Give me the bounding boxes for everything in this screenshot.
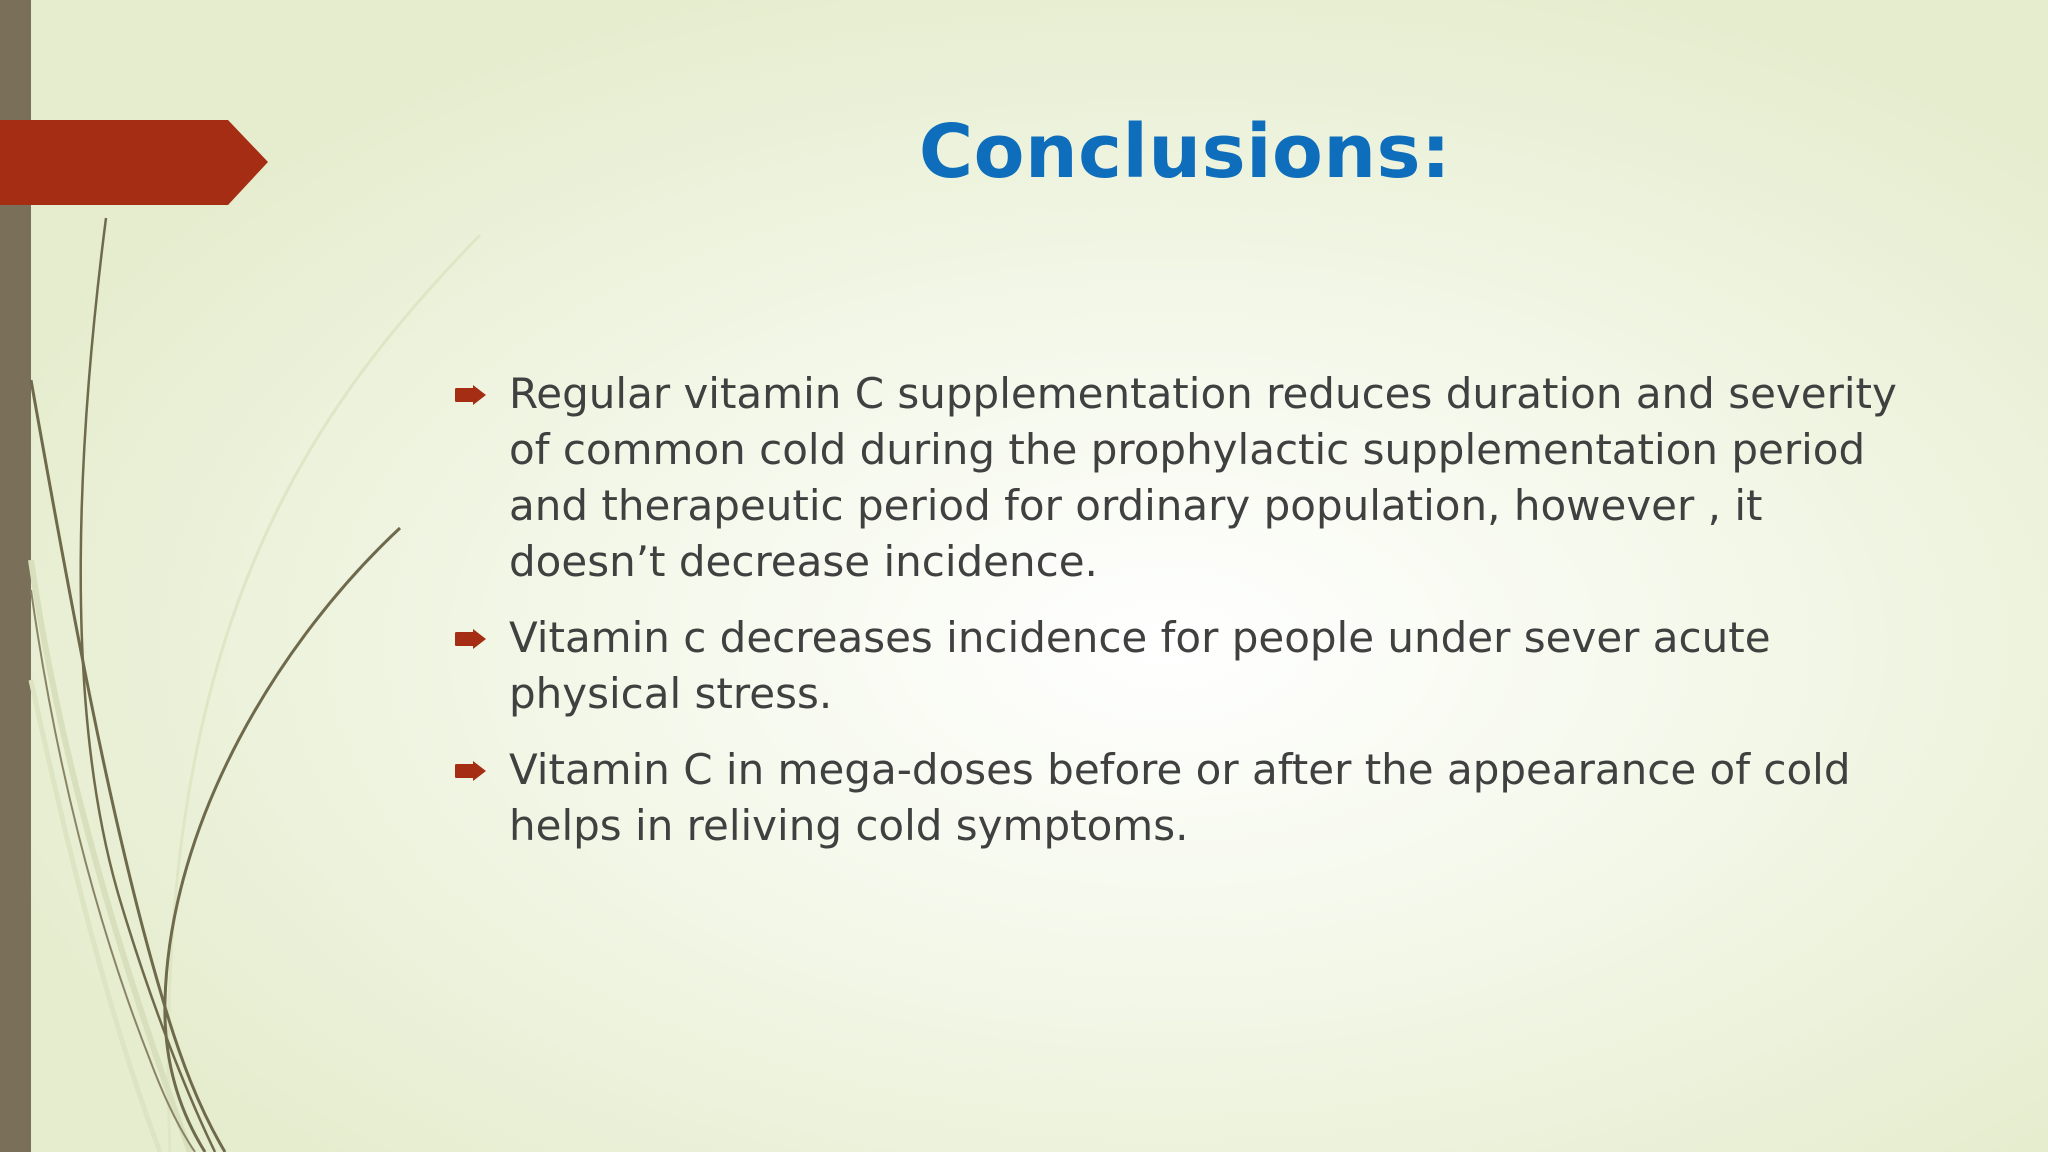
bullet-text: Vitamin C in mega-doses before or after the appearance of cold helps in reliving cold symptoms.	[509, 745, 1851, 850]
bullet-list	[452, 366, 1912, 874]
bullet-text: Vitamin c decreases incidence for people under sever acute physical stress.	[509, 613, 1771, 718]
slide-title: Conclusions:	[918, 109, 1452, 195]
bullet-item	[452, 742, 1912, 854]
bullet-item	[452, 610, 1912, 722]
right-arrow-icon	[453, 629, 487, 649]
right-arrow-icon	[453, 385, 487, 405]
bullet-item	[452, 366, 1912, 590]
arrow-tab-icon	[0, 120, 270, 205]
bullet-text: Regular vitamin C supplementation reduces duration and severity of common cold during the prophylactic supplementation period and therapeutic period for ordinary population, however , it doesn’t decrease incidence.	[509, 369, 1897, 586]
right-arrow-icon	[453, 761, 487, 781]
